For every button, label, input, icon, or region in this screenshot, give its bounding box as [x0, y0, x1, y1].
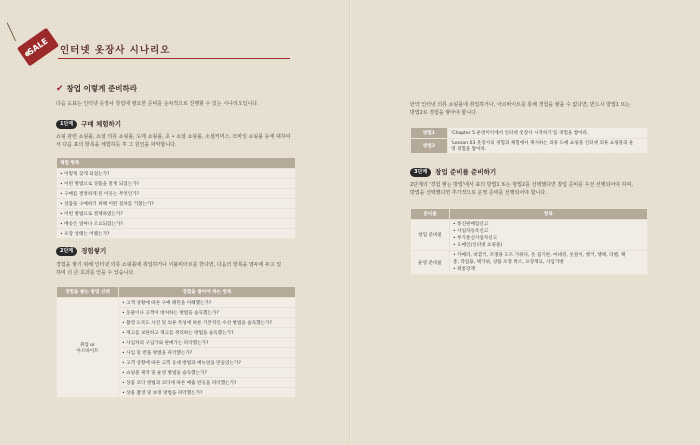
step1-table-header: 체험 항목	[57, 158, 296, 169]
table-row: • 사입처의 구입가와 판매가는 파악했는가?	[119, 338, 296, 348]
step1-badge: 1단계	[56, 120, 77, 129]
step2-col1-header: 경험을 쌓는 방법 선택	[57, 287, 119, 298]
step2-row-label: 취업 or 아르바이트	[57, 298, 119, 398]
table-row: • 어떤 방법으로 결제하였는가?	[57, 209, 296, 219]
table-row: • 쇼핑몰 제작 및 운영 방법을 습득했는가?	[119, 368, 296, 378]
step2-desc-2: 하며 더 큰 효과를 얻을 수 있습니다.	[56, 270, 135, 276]
table-row: • 구매를 결정하게 된 이유는 무엇인가?	[57, 189, 296, 199]
table-row: • 카메라, 바깥기, 조명용 도트 가위다, 옷 집기판, 마네킹, 옷걸이, 행거, 행택, 라벨, 택 총, 작업용, 택가위, 상품 포장 박스, 포장재료, 사입가방 • 퀵통장재	[450, 251, 648, 275]
method2-label: 방법2	[411, 139, 448, 154]
step3-row-label: 창업 준비물	[411, 220, 450, 251]
section-title: ✔ 창업 이렇게 준비하라	[56, 84, 137, 94]
step3-desc-2: 방법을 선택했다면 추가적으로 운영 준비를 선행되어야 합니다.	[410, 190, 547, 196]
step1-table	[56, 157, 296, 239]
right-intro-2: 방법2로 경험을 쌓아야 합니다.	[410, 110, 478, 116]
step2-table	[56, 286, 296, 398]
page-gutter	[349, 0, 351, 445]
step3-row-label: 운영 준비물	[411, 251, 450, 275]
step1-desc-1: 쇼핑 관련 쇼핑몰, 쇼셜 의류 쇼핑몰, 도매 쇼핑몰, 초 • 쇼셜 쇼핑몰, 소셜커머스, 모바일 쇼핑몰 등에 대하여	[56, 134, 291, 140]
table-row: • 재고를 보관하고 재고를 정리하는 방법을 습득했는가?	[119, 328, 296, 338]
table-row: • 포장 상태는 어땠는가?	[57, 229, 296, 239]
table-row: • 동물이나 고객이 대처하는 방법을 습득했는가?	[119, 308, 296, 318]
step3-heading: 3단계 창업 준비를 준비하기	[410, 167, 496, 177]
tag-string	[7, 15, 33, 41]
sale-tag-icon: SALE	[17, 28, 59, 67]
chapter-title: 인터넷 옷장사 시나리오	[60, 45, 171, 56]
method1-label: 방법1	[411, 128, 448, 139]
step3-col1-header: 준비물	[411, 209, 450, 220]
table-row: • 이렇게 찾게 되었는가?	[57, 169, 296, 179]
step3-desc-1: 2단계의 '경험 쌓는 방법'에서 표의 방법1 또는 방법2를 선택했다면 창업 준비를 우선 선행되어야 하며,	[410, 182, 633, 188]
method1-text: 'Chapter 5 운영이익에서 인터넷 옷장사 시작하기'를 경험을 쌓아라.	[448, 128, 648, 139]
intro-text: 다음 도표는 인터넷 옷장사 창업에 필요한 준비를 순차적으로 진행할 수 있는 시나리오입니다.	[56, 101, 259, 107]
method2-text: 'Lesson 03 옷장사의 경험과 체험에서 제시하는 의류 도매 쇼핑몰 인터넷 의류 쇼핑몰의 운 영 경험을 쌓아라.	[448, 139, 648, 154]
step1-desc-2: 서 다음 표의 항목을 체험하듯 후 그 원인을 파악합니다.	[56, 142, 177, 148]
table-row: • 어떤 방법으로 상품을 알게 되었는가?	[57, 179, 296, 189]
table-row: • 상품 코디 방법과 코디에 따른 매출 반응을 파악했는가?	[119, 378, 296, 388]
table-row: • 고객 상황에 따른 구매 패턴을 이해했는가?	[119, 298, 296, 308]
step2-desc-1: 경험을 쌓기 위해 인터넷 의류 쇼핑몰에 취업하거나 이불비아르를 한다면, 다음의 항목을 염두에 두고 일	[56, 262, 282, 268]
table-row: • 상품을 구매하기 위해 어떤 절차를 거쳤는가?	[57, 199, 296, 209]
table-row: • 배송은 얼마나 소요되었는가?	[57, 219, 296, 229]
step3-table	[410, 208, 648, 275]
step2-heading: 2단계 경험쌓기	[56, 246, 106, 256]
step3-badge: 3단계	[410, 168, 431, 177]
step2-badge: 2단계	[56, 247, 77, 256]
step2-col2-header: 경험을 쌓아야 하는 항목	[119, 287, 296, 298]
right-intro-1: 만약 인터넷 의류 쇼핑몰에 취업하거나, 아르바이트를 통해 경험을 쌓을 수 없다면, 반드시 방법1 또는	[410, 102, 631, 108]
table-row: • 사입 및 반품 방법을 파악했는가?	[119, 348, 296, 358]
table-row: • 통신판매업신고 • 사업자등록신고 • 부가통신사업자신고 • 도메인(인터넷 쇼핑몰)	[450, 220, 648, 251]
methods-table	[410, 127, 648, 154]
table-row: • 상품 촬영 및 보정 방법을 파악했는가?	[119, 388, 296, 398]
table-row: • 고객 상황에 따른 고객 응대 방법과 매뉴얼을 만들었는가?	[119, 358, 296, 368]
header-divider	[58, 58, 290, 59]
checkmark-icon: ✔	[56, 84, 64, 94]
table-row: • 촬영 도록도 사진 및 의류 특성에 따른 기본적인 수선 방법을 습득했는가?	[119, 318, 296, 328]
step3-col2-header: 항목	[450, 209, 648, 220]
step1-heading: 1단계 구매 체험하기	[56, 119, 121, 129]
